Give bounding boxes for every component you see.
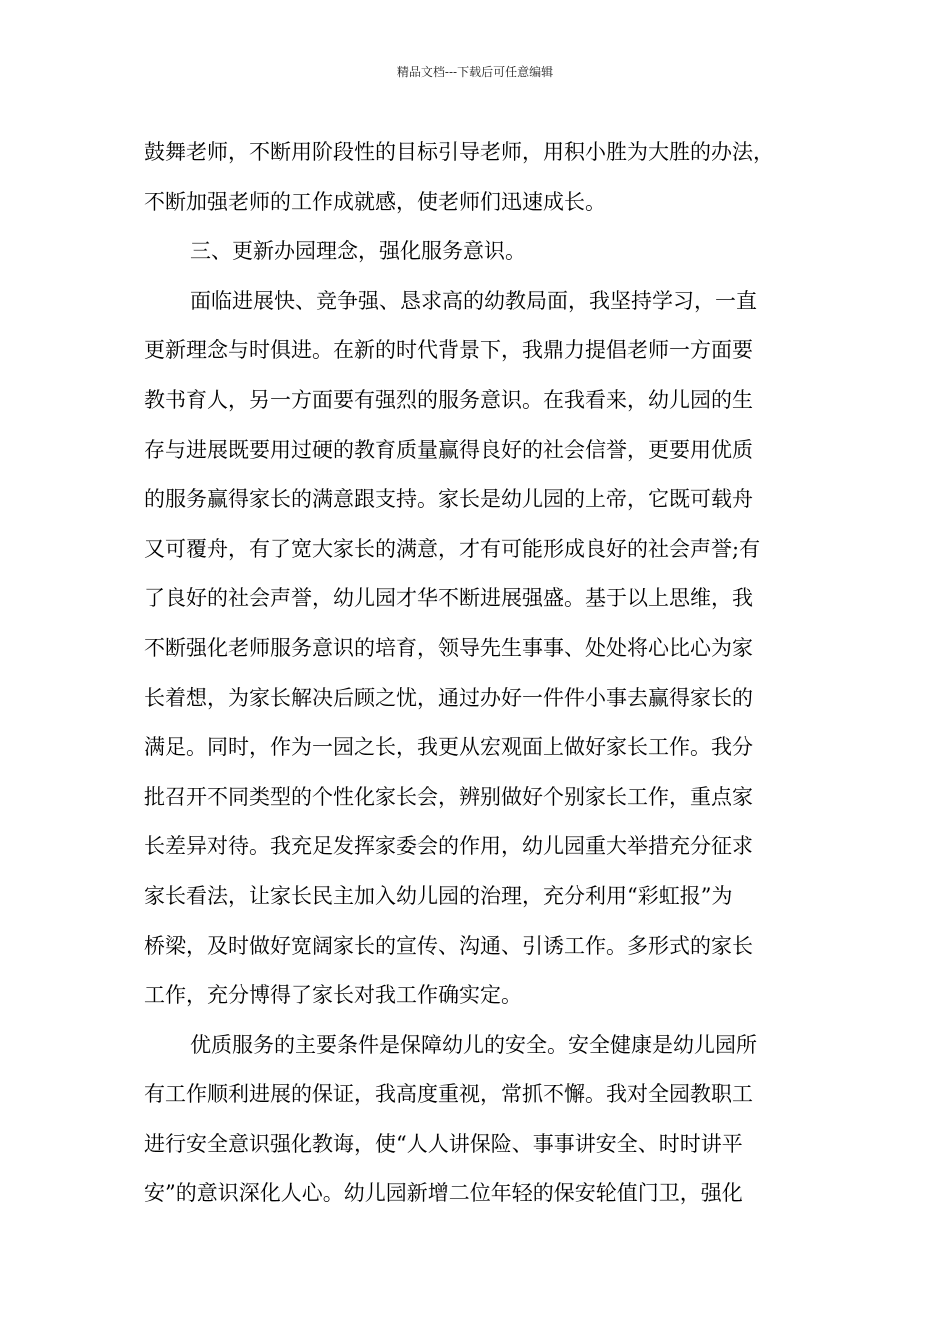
text-line: 安”的意识深化人心。幼儿园新增二位年轻的保安轮值门卫，强化 (144, 1181, 743, 1206)
text-line: 长差异对待。我充足发挥家委会的作用，幼儿园重大举措充分征求 (144, 834, 753, 859)
document-body (144, 128, 810, 1219)
text-line: 更新理念与时俱进。在新的时代背景下，我鼎力提倡老师一方面要 (144, 338, 753, 363)
text-line: 不断加强老师的工作成就感，使老师们迅速成长。 (144, 189, 606, 214)
text-line: 鼓舞老师，不断用阶段性的目标引导老师，用积小胜为大胜的办法， (144, 140, 774, 164)
page-header: 精品文档---下载后可任意编辑 (396, 65, 554, 79)
text-line: 的服务赢得家长的满意跟支持。家长是幼儿园的上帝，它既可载舟 (144, 487, 753, 512)
text-line: 面临进展快、竞争强、恳求高的幼教局面，我坚持学习，一直 (190, 288, 757, 313)
text-line: 不断强化老师服务意识的培育，领导先生事事、处处将心比心为家 (144, 635, 753, 660)
section-heading: 三、更新办园理念，强化服务意识。 (190, 239, 526, 264)
text-line: 长着想，为家长解决后顾之忧，通过办好一件件小事去赢得家长的 (144, 685, 753, 710)
text-line: 优质服务的主要条件是保障幼儿的安全。安全健康是幼儿园所 (190, 1032, 757, 1057)
text-line: 桥梁，及时做好宽阔家长的宣传、沟通、引诱工作。多形式的家长 (144, 933, 753, 958)
text-line: 存与进展既要用过硬的教育质量赢得良好的社会信誉，更要用优质 (144, 437, 753, 462)
text-line: 批召开不同类型的个性化家长会，辨别做好个别家长工作，重点家 (144, 784, 753, 809)
text-line: 又可覆舟，有了宽大家长的满意，才有可能形成良好的社会声誉;有 (144, 536, 761, 561)
text-line: 家长看法，让家长民主加入幼儿园的治理，充分利用“彩虹报”为 (144, 883, 733, 908)
text-line: 满足。同时，作为一园之长，我更从宏观面上做好家长工作。我分 (144, 735, 753, 760)
text-line: 进行安全意识强化教诲，使“人人讲保险、事事讲安全、时时讲平 (144, 1131, 743, 1156)
text-line: 教书育人，另一方面要有强烈的服务意识。在我看来，幼儿园的生 (144, 387, 753, 412)
text-line: 有工作顺利进展的保证，我高度重视，常抓不懈。我对全园教职工 (144, 1082, 753, 1107)
text-line: 工作，充分博得了家长对我工作确实定。 (144, 983, 522, 1008)
text-line: 了良好的社会声誉，幼儿园才华不断进展强盛。基于以上思维，我 (144, 586, 753, 611)
